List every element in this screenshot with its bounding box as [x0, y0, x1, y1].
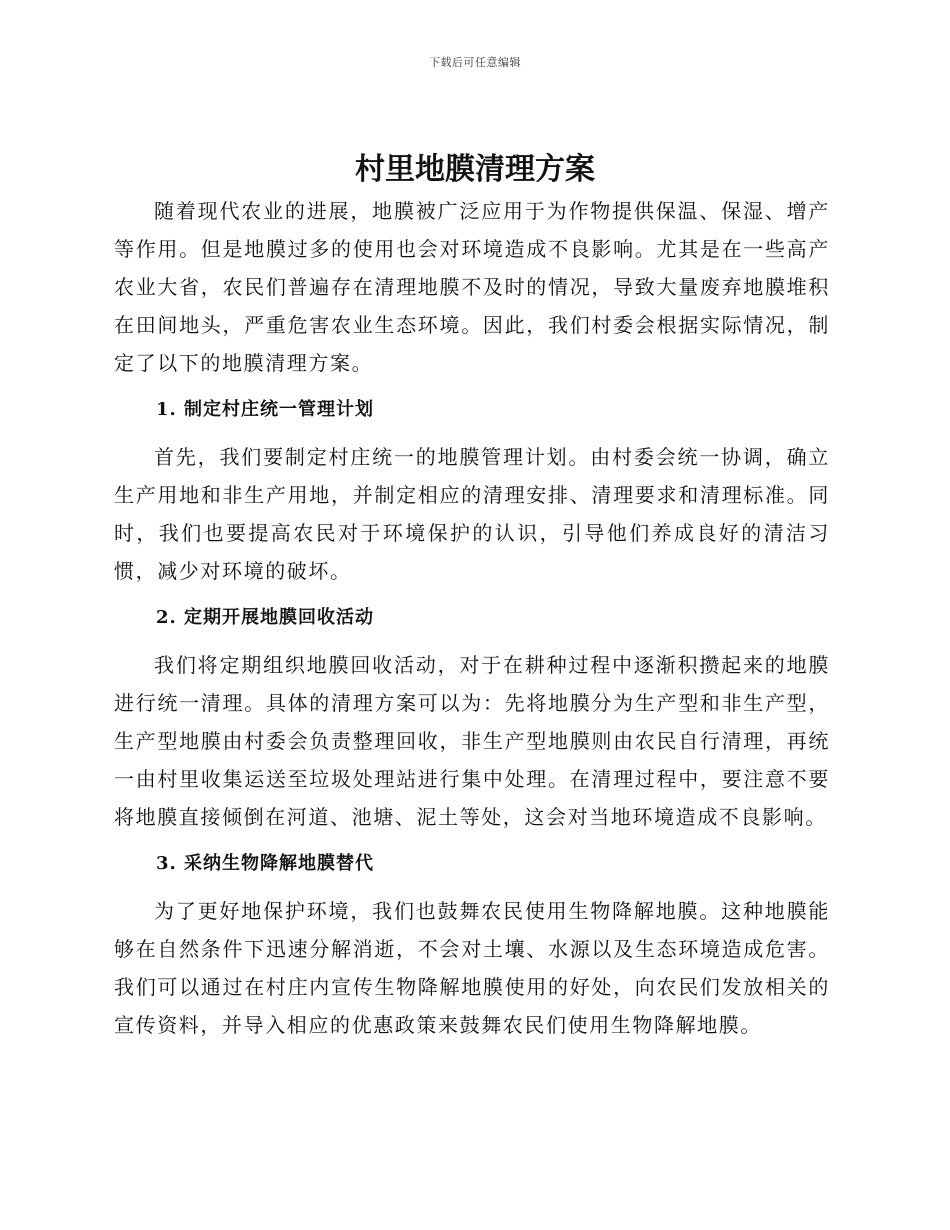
document-body	[114, 192, 830, 1044]
section-heading-2: 2. 定期开展地膜回收活动	[156, 607, 375, 628]
intro-paragraph: 随着现代农业的进展，地膜被广泛应用于为作物提供保温、保湿、增产等作用。但是地膜过多的使用也会对环境造成不良影响。尤其是在一些高产农业大省，农民们普遍存在清理地膜不及时的情况，导致大量废弃地膜堆积在田间地头，严重危害农业生态环境。因此，我们村委会根据实际情况，制定了以下的地膜清理方案。	[114, 199, 830, 375]
section-paragraph-1: 首先，我们要制定村庄统一的地膜管理计划。由村委会统一协调，确立生产用地和非生产用地，并制定相应的清理安排、清理要求和清理标准。同时，我们也要提高农民对于环境保护的认识，引导他们养成良好的清洁习惯，减少对环境的破坏。	[114, 445, 830, 583]
section-paragraph-3: 为了更好地保护环境，我们也鼓舞农民使用生物降解地膜。这种地膜能够在自然条件下迅速分解消逝，不会对土壤、水源以及生态环境造成危害。我们可以通过在村庄内宣传生物降解地膜使用的好处，向农民们发放相关的宣传资料，并导入相应的优惠政策来鼓舞农民们使用生物降解地膜。	[114, 899, 830, 1037]
section-heading-1: 1. 制定村庄统一管理计划	[156, 399, 375, 420]
document-title: 村里地膜清理方案	[355, 152, 595, 187]
section-paragraph-2: 我们将定期组织地膜回收活动，对于在耕种过程中逐渐积攒起来的地膜进行统一清理。具体的清理方案可以为：先将地膜分为生产型和非生产型，生产型地膜由村委会负责整理回收，非生产型地膜则由农民自行清理，再统一由村里收集运送至垃圾处理站进行集中处理。在清理过程中，要注意不要将地膜直接倾倒在河道、池塘、泥土等处，这会对当地环境造成不良影响。	[114, 653, 830, 829]
header-note: 下载后可任意编辑	[429, 56, 521, 69]
section-heading-3: 3. 采纳生物降解地膜替代	[156, 853, 375, 874]
